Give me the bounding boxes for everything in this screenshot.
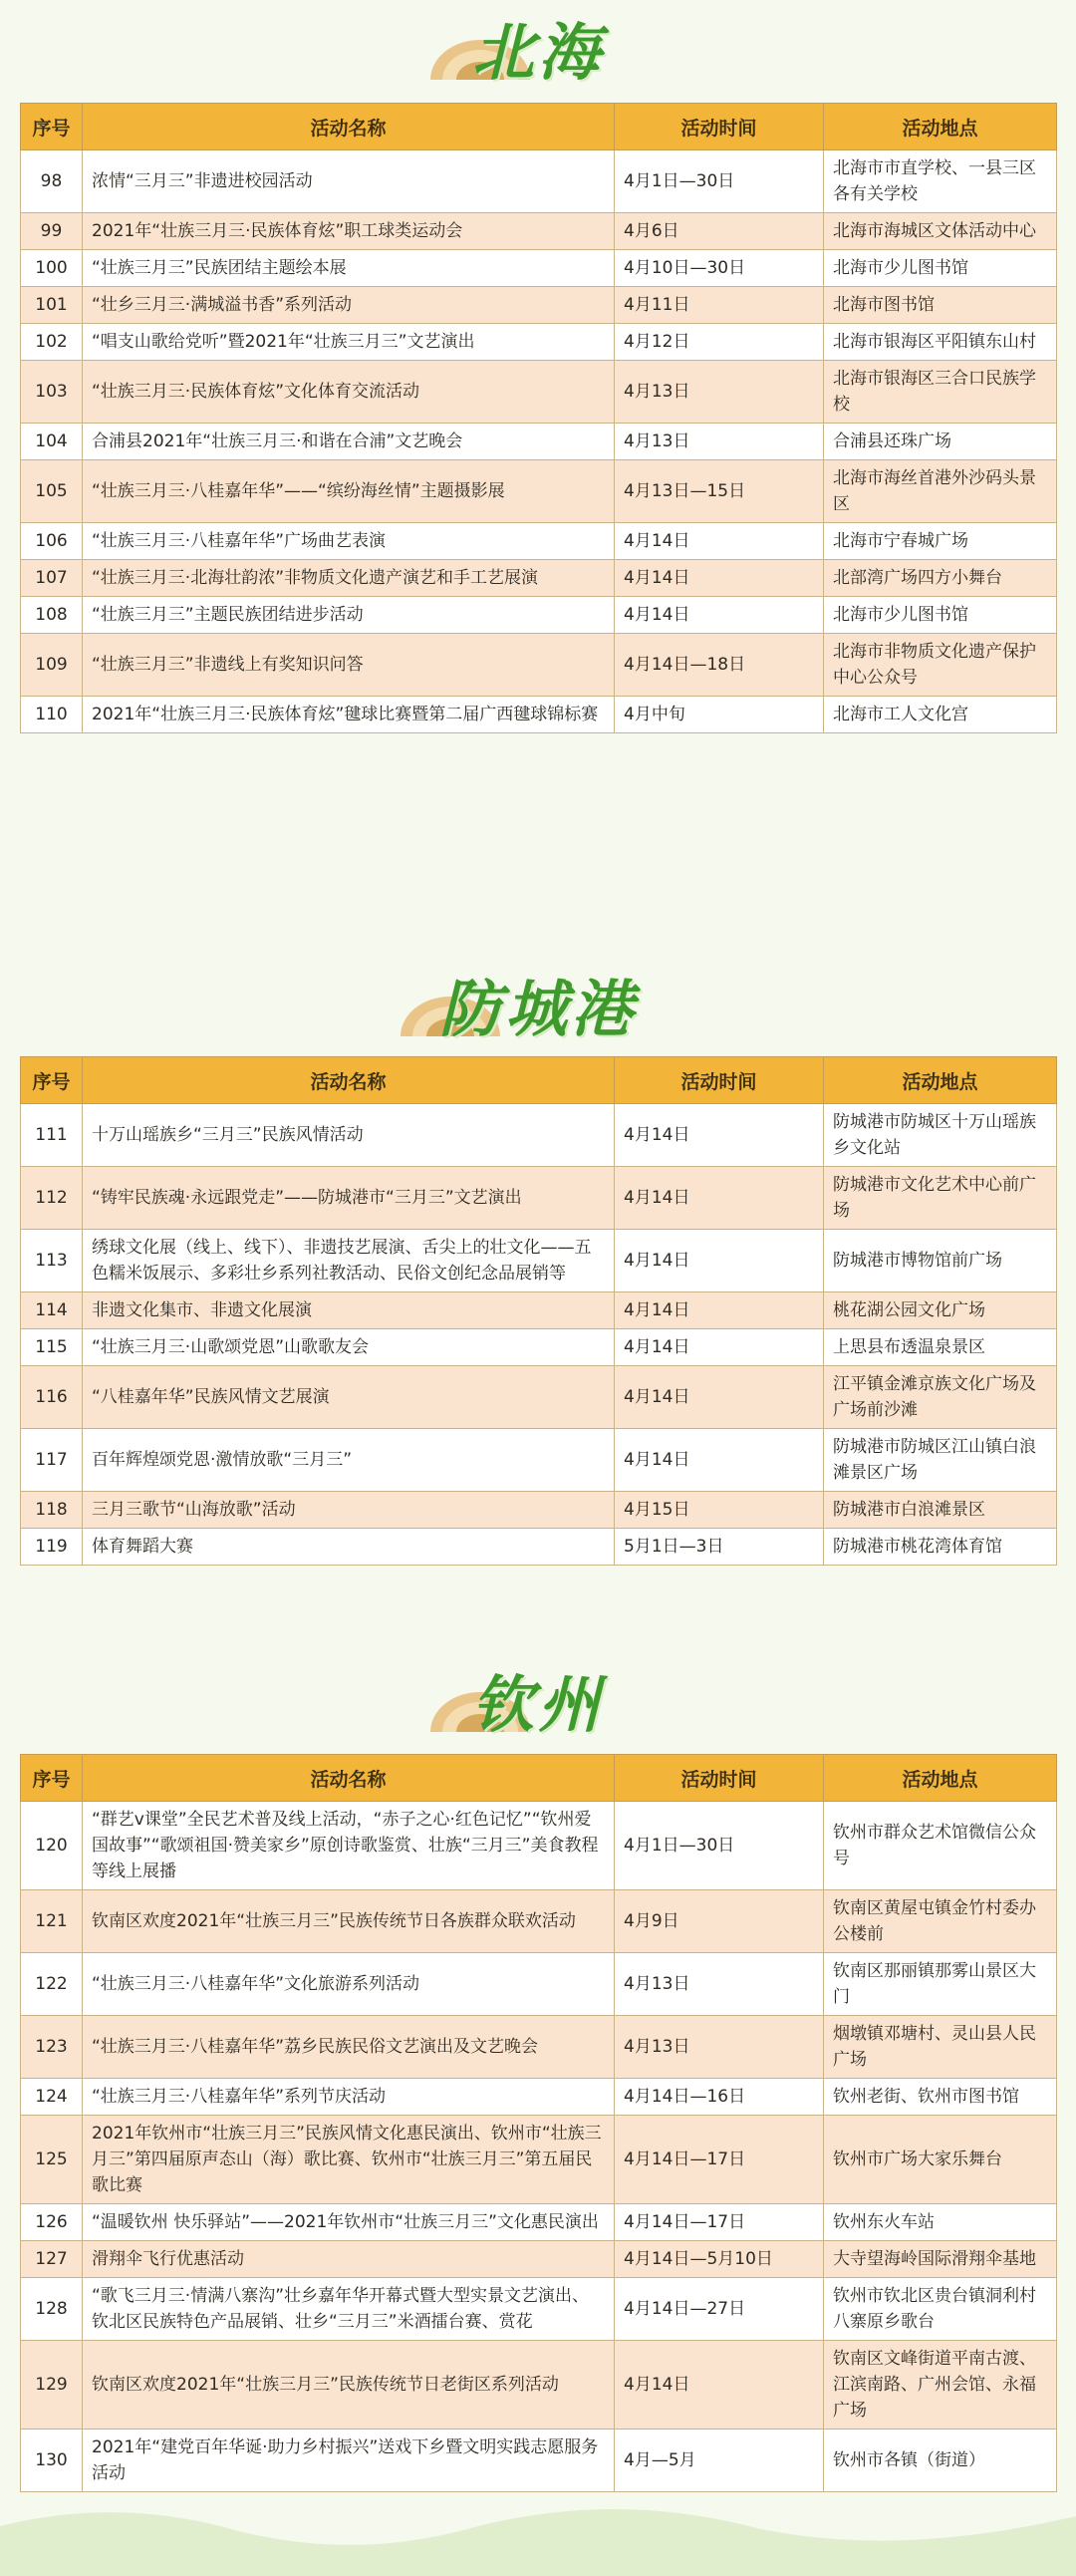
row-activity-name: 钦南区欢度2021年“壮族三月三”民族传统节日老街区系列活动 [83, 2341, 615, 2430]
section-header [0, 957, 1076, 1056]
row-activity-name: “壮族三月三”民族团结主题绘本展 [83, 250, 615, 287]
row-activity-time: 4月14日—27日 [615, 2278, 824, 2341]
row-activity-time: 4月14日 [615, 1104, 824, 1167]
table-row [21, 2341, 1057, 2430]
row-index: 115 [21, 1329, 83, 1366]
table-row [21, 634, 1057, 697]
row-activity-time: 4月15日 [615, 1492, 824, 1529]
row-index: 123 [21, 2016, 83, 2079]
table-body [21, 1802, 1057, 2492]
table-row [21, 1329, 1057, 1366]
row-activity-name: 合浦县2021年“壮族三月三·和谐在合浦”文艺晚会 [83, 424, 615, 460]
row-activity-time: 4月13日 [615, 361, 824, 424]
row-activity-place: 桃花湖公园文化广场 [824, 1292, 1057, 1329]
header-index: 序号 [21, 1057, 83, 1104]
row-index: 102 [21, 324, 83, 361]
row-index: 121 [21, 1890, 83, 1953]
row-index: 127 [21, 2241, 83, 2278]
header-place: 活动地点 [824, 1057, 1057, 1104]
row-activity-time: 4月14日—17日 [615, 2204, 824, 2241]
table-row [21, 2016, 1057, 2079]
row-activity-place: 北海市海丝首港外沙码头景区 [824, 460, 1057, 523]
section-fangchenggang [0, 957, 1076, 1557]
row-activity-place: 北海市少儿图书馆 [824, 597, 1057, 634]
row-activity-time: 4月14日 [615, 1366, 824, 1429]
row-index: 117 [21, 1429, 83, 1492]
row-index: 128 [21, 2278, 83, 2341]
row-activity-name: “壮族三月三”主题民族团结进步活动 [83, 597, 615, 634]
row-activity-time: 4月14日 [615, 1292, 824, 1329]
row-activity-place: 北海市市直学校、一县三区各有关学校 [824, 150, 1057, 213]
row-activity-place: 钦州市广场大家乐舞台 [824, 2116, 1057, 2204]
section-title: 钦州 [471, 1668, 604, 1741]
header-time: 活动时间 [615, 104, 824, 150]
row-activity-place: 北海市银海区三合口民族学校 [824, 361, 1057, 424]
row-activity-place: 大寺望海岭国际滑翔伞基地 [824, 2241, 1057, 2278]
row-activity-place: 北海市宁春城广场 [824, 523, 1057, 560]
row-activity-name: “群艺v课堂”全民艺术普及线上活动，“赤子之心·红色记忆”“钦州爱国故事”“歌颂祖国·赞美家乡”原创诗歌鉴赏、壮族“三月三”美食教程等线上展播 [83, 1802, 615, 1890]
row-activity-name: 2021年钦州市“壮族三月三”民族风情文化惠民演出、钦州市“壮族三月三”第四届原声态山（海）歌比赛、钦州市“壮族三月三”第五届民歌比赛 [83, 2116, 615, 2204]
row-index: 130 [21, 2430, 83, 2492]
row-activity-place: 防城港市博物馆前广场 [824, 1230, 1057, 1292]
row-activity-place: 北海市海城区文体活动中心 [824, 213, 1057, 250]
table-row [21, 287, 1057, 324]
table-row [21, 1292, 1057, 1329]
row-activity-time: 4月14日 [615, 1429, 824, 1492]
hills-decoration-icon [0, 2486, 1076, 2576]
row-activity-place: 上思县布透温泉景区 [824, 1329, 1057, 1366]
row-activity-place: 钦南区文峰街道平南古渡、江滨南路、广州会馆、永福广场 [824, 2341, 1057, 2430]
table-row [21, 2278, 1057, 2341]
header-time: 活动时间 [615, 1755, 824, 1802]
row-activity-name: “八桂嘉年华”民族风情文艺展演 [83, 1366, 615, 1429]
table-row [21, 1104, 1057, 1167]
row-activity-time: 4月—5月 [615, 2430, 824, 2492]
activity-table [20, 1754, 1057, 2492]
table-row [21, 324, 1057, 361]
header-place: 活动地点 [824, 104, 1057, 150]
row-activity-place: 钦州东火车站 [824, 2204, 1057, 2241]
row-activity-place: 北海市非物质文化遗产保护中心公众号 [824, 634, 1057, 697]
table-row [21, 2079, 1057, 2116]
row-activity-place: 防城港市文化艺术中心前广场 [824, 1167, 1057, 1230]
row-activity-time: 4月14日 [615, 560, 824, 597]
row-activity-name: 钦南区欢度2021年“壮族三月三”民族传统节日各族群众联欢活动 [83, 1890, 615, 1953]
table-row [21, 250, 1057, 287]
row-index: 112 [21, 1167, 83, 1230]
row-index: 110 [21, 697, 83, 733]
table-row [21, 1953, 1057, 2016]
row-activity-time: 4月14日 [615, 1329, 824, 1366]
table-row [21, 1230, 1057, 1292]
row-activity-name: 绣球文化展（线上、线下）、非遗技艺展演、舌尖上的壮文化——五色糯米饭展示、多彩壮乡系列社教活动、民俗文创纪念品展销等 [83, 1230, 615, 1292]
row-activity-time: 4月6日 [615, 213, 824, 250]
row-activity-name: “壮族三月三”非遗线上有奖知识问答 [83, 634, 615, 697]
row-activity-time: 4月14日 [615, 2341, 824, 2430]
row-index: 111 [21, 1104, 83, 1167]
row-activity-place: 防城港市防城区江山镇白浪滩景区广场 [824, 1429, 1057, 1492]
row-index: 122 [21, 1953, 83, 2016]
row-activity-time: 4月14日 [615, 523, 824, 560]
row-index: 100 [21, 250, 83, 287]
row-activity-place: 北海市银海区平阳镇东山村 [824, 324, 1057, 361]
row-activity-place: 江平镇金滩京族文化广场及广场前沙滩 [824, 1366, 1057, 1429]
row-index: 109 [21, 634, 83, 697]
row-activity-time: 4月14日—16日 [615, 2079, 824, 2116]
row-activity-name: “壮族三月三·山歌颂党恩”山歌歌友会 [83, 1329, 615, 1366]
table-row [21, 2430, 1057, 2492]
row-index: 116 [21, 1366, 83, 1429]
table-row [21, 1492, 1057, 1529]
row-activity-time: 4月14日—18日 [615, 634, 824, 697]
row-activity-name: “壮族三月三·民族体育炫”文化体育交流活动 [83, 361, 615, 424]
row-activity-place: 北海市工人文化宫 [824, 697, 1057, 733]
row-activity-time: 4月14日—5月10日 [615, 2241, 824, 2278]
table-row [21, 1529, 1057, 1566]
section-beihai [0, 0, 1076, 724]
row-index: 129 [21, 2341, 83, 2430]
table-row [21, 460, 1057, 523]
table-row [21, 1167, 1057, 1230]
table-row [21, 1802, 1057, 1890]
section-title: 防城港 [438, 973, 637, 1045]
row-activity-time: 5月1日—3日 [615, 1529, 824, 1566]
row-activity-time: 4月1日—30日 [615, 1802, 824, 1890]
table-header-row [21, 104, 1057, 150]
section-qinzhou [0, 1652, 1076, 2483]
row-index: 107 [21, 560, 83, 597]
table-row [21, 2241, 1057, 2278]
row-index: 101 [21, 287, 83, 324]
row-index: 105 [21, 460, 83, 523]
table-row [21, 560, 1057, 597]
row-activity-name: 非遗文化集市、非遗文化展演 [83, 1292, 615, 1329]
row-activity-place: 钦州市群众艺术馆微信公众号 [824, 1802, 1057, 1890]
row-activity-place: 北海市图书馆 [824, 287, 1057, 324]
row-activity-place: 钦南区那丽镇那雾山景区大门 [824, 1953, 1057, 2016]
header-time: 活动时间 [615, 1057, 824, 1104]
row-activity-time: 4月14日 [615, 597, 824, 634]
header-index: 序号 [21, 104, 83, 150]
section-header [0, 0, 1076, 100]
table-row [21, 424, 1057, 460]
row-activity-time: 4月11日 [615, 287, 824, 324]
section-header [0, 1652, 1076, 1752]
header-name: 活动名称 [83, 1755, 615, 1802]
row-activity-name: 滑翔伞飞行优惠活动 [83, 2241, 615, 2278]
row-activity-name: 2021年“壮族三月三·民族体育炫”毽球比赛暨第二届广西毽球锦标赛 [83, 697, 615, 733]
row-activity-place: 防城港市桃花湾体育馆 [824, 1529, 1057, 1566]
row-activity-name: “壮族三月三·八桂嘉年华”荔乡民族民俗文艺演出及文艺晚会 [83, 2016, 615, 2079]
header-place: 活动地点 [824, 1755, 1057, 1802]
row-activity-name: 百年辉煌颂党恩·激情放歌“三月三” [83, 1429, 615, 1492]
row-index: 99 [21, 213, 83, 250]
table-row [21, 361, 1057, 424]
row-activity-name: “壮族三月三·八桂嘉年华”系列节庆活动 [83, 2079, 615, 2116]
row-activity-name: 十万山瑶族乡“三月三”民族风情活动 [83, 1104, 615, 1167]
row-activity-name: “歌飞三月三·情满八寨沟”壮乡嘉年华开幕式暨大型实景文艺演出、钦北区民族特色产品展销、壮乡“三月三”米酒擂台赛、赏花 [83, 2278, 615, 2341]
row-activity-time: 4月1日—30日 [615, 150, 824, 213]
table-body [21, 150, 1057, 733]
table-row [21, 1366, 1057, 1429]
row-activity-place: 烟墩镇邓塘村、灵山县人民广场 [824, 2016, 1057, 2079]
row-activity-place: 钦州老街、钦州市图书馆 [824, 2079, 1057, 2116]
row-activity-time: 4月14日 [615, 1167, 824, 1230]
row-index: 120 [21, 1802, 83, 1890]
row-index: 118 [21, 1492, 83, 1529]
row-activity-name: 2021年“建党百年华诞·助力乡村振兴”送戏下乡暨文明实践志愿服务活动 [83, 2430, 615, 2492]
row-activity-place: 北海市少儿图书馆 [824, 250, 1057, 287]
row-activity-name: “壮族三月三·北海壮韵浓”非物质文化遗产演艺和手工艺展演 [83, 560, 615, 597]
table-body [21, 1104, 1057, 1566]
table-row [21, 1890, 1057, 1953]
activity-table [20, 103, 1057, 733]
row-activity-place: 合浦县还珠广场 [824, 424, 1057, 460]
table-row [21, 150, 1057, 213]
row-activity-time: 4月9日 [615, 1890, 824, 1953]
row-activity-name: “温暖钦州 快乐驿站”——2021年钦州市“壮族三月三”文化惠民演出 [83, 2204, 615, 2241]
row-activity-time: 4月14日 [615, 1230, 824, 1292]
row-activity-time: 4月13日—15日 [615, 460, 824, 523]
row-activity-time: 4月13日 [615, 424, 824, 460]
row-activity-place: 钦南区黄屋屯镇金竹村委办公楼前 [824, 1890, 1057, 1953]
header-name: 活动名称 [83, 1057, 615, 1104]
row-index: 126 [21, 2204, 83, 2241]
row-index: 103 [21, 361, 83, 424]
activity-table [20, 1056, 1057, 1566]
row-activity-name: “铸牢民族魂·永远跟党走”——防城港市“三月三”文艺演出 [83, 1167, 615, 1230]
row-index: 114 [21, 1292, 83, 1329]
row-activity-time: 4月10日—30日 [615, 250, 824, 287]
row-activity-name: 2021年“壮族三月三·民族体育炫”职工球类运动会 [83, 213, 615, 250]
row-activity-place: 防城港市防城区十万山瑶族乡文化站 [824, 1104, 1057, 1167]
row-index: 98 [21, 150, 83, 213]
row-activity-name: “壮族三月三·八桂嘉年华”广场曲艺表演 [83, 523, 615, 560]
table-header-row [21, 1057, 1057, 1104]
row-activity-place: 北部湾广场四方小舞台 [824, 560, 1057, 597]
table-row [21, 213, 1057, 250]
table-header-row [21, 1755, 1057, 1802]
section-title: 北海 [471, 16, 604, 89]
row-activity-time: 4月中旬 [615, 697, 824, 733]
row-activity-name: 体育舞蹈大赛 [83, 1529, 615, 1566]
row-activity-name: 浓情“三月三”非遗进校园活动 [83, 150, 615, 213]
table-row [21, 697, 1057, 733]
row-index: 125 [21, 2116, 83, 2204]
row-index: 108 [21, 597, 83, 634]
table-row [21, 2116, 1057, 2204]
row-activity-time: 4月13日 [615, 1953, 824, 2016]
row-activity-name: “壮族三月三·八桂嘉年华”文化旅游系列活动 [83, 1953, 615, 2016]
row-index: 106 [21, 523, 83, 560]
row-index: 119 [21, 1529, 83, 1566]
row-activity-time: 4月12日 [615, 324, 824, 361]
table-row [21, 523, 1057, 560]
row-activity-place: 防城港市白浪滩景区 [824, 1492, 1057, 1529]
row-activity-time: 4月14日—17日 [615, 2116, 824, 2204]
header-name: 活动名称 [83, 104, 615, 150]
row-activity-name: “唱支山歌给党听”暨2021年“壮族三月三”文艺演出 [83, 324, 615, 361]
row-activity-time: 4月13日 [615, 2016, 824, 2079]
table-row [21, 2204, 1057, 2241]
table-row [21, 1429, 1057, 1492]
row-activity-name: “壮族三月三·八桂嘉年华”——“缤纷海丝情”主题摄影展 [83, 460, 615, 523]
row-index: 104 [21, 424, 83, 460]
row-activity-name: “壮乡三月三·满城溢书香”系列活动 [83, 287, 615, 324]
row-activity-place: 钦州市各镇（街道） [824, 2430, 1057, 2492]
row-activity-place: 钦州市钦北区贵台镇洞利村八寨原乡歌台 [824, 2278, 1057, 2341]
row-index: 124 [21, 2079, 83, 2116]
table-row [21, 597, 1057, 634]
header-index: 序号 [21, 1755, 83, 1802]
row-activity-name: 三月三歌节“山海放歌”活动 [83, 1492, 615, 1529]
row-index: 113 [21, 1230, 83, 1292]
